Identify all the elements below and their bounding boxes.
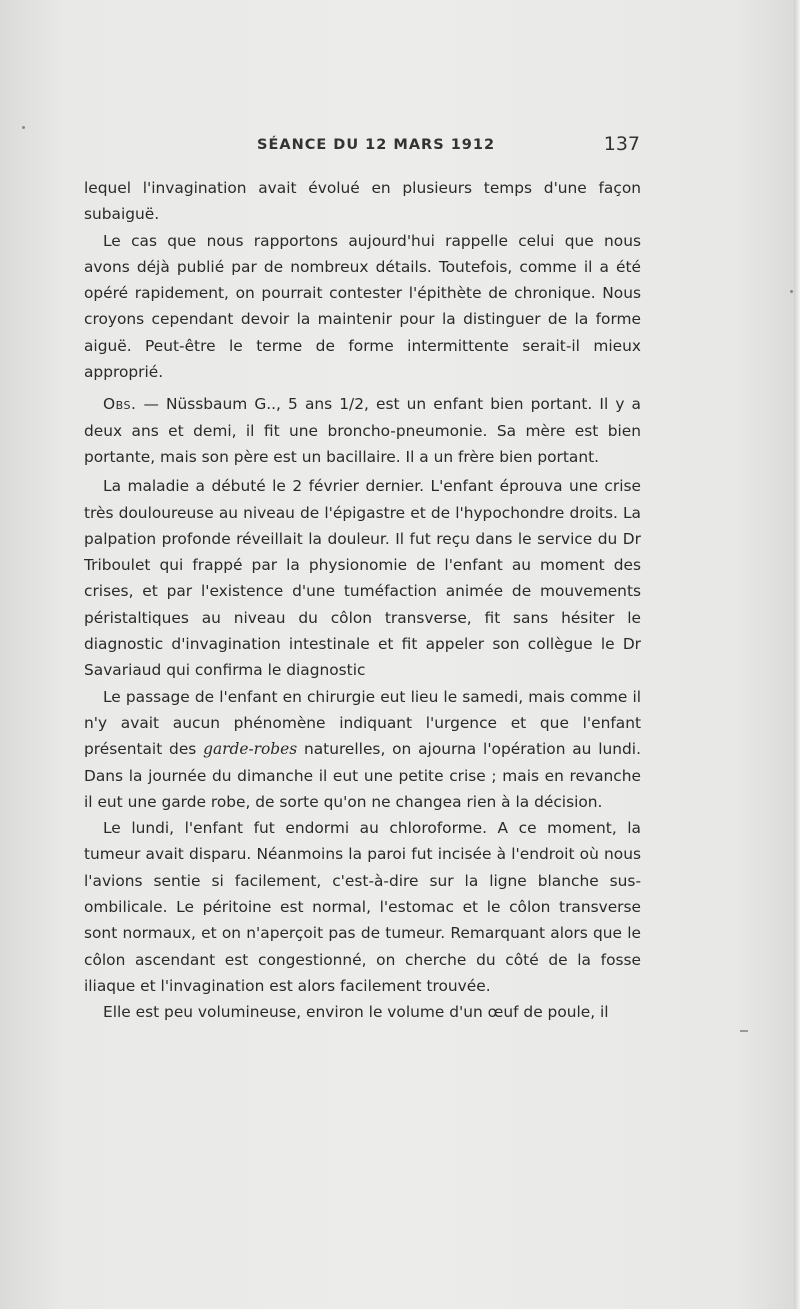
paragraph-onset: La maladie a débuté le 2 février dernier. L'enfant éprouva une crise très douloureuse au niveau de l'épigastre et de l'hypochondre droits. La palpation profonde réveillait la douleur. Il fut reçu dans le service du Dr Triboulet qui frappé par la physionomie de l'enfant au moment des crises, et par l'existence d'une tuméfaction animée de mouvements péristaltiques au niveau du côlon transverse, fit sans hésiter le diagnostic d'invagination intestinale et fit appeler son collègue le Dr Savariaud qui confirma le diagnostic xyxy=(84,477,641,680)
running-head: SÉANCE DU 12 MARS 1912 xyxy=(257,137,496,153)
paragraph-continuation: lequel l'invagination avait évolué en plusieurs temps d'une façon subaiguë. xyxy=(84,179,641,224)
italic-term: garde-robes xyxy=(203,740,298,759)
body-text xyxy=(84,175,641,1026)
obs-label: Obs. xyxy=(103,395,137,414)
scan-mark xyxy=(740,1030,748,1032)
paragraph-case-comparison: Le cas que nous rapportons aujourd'hui rappelle celui que nous avons déjà publié par de nombreux détails. Toutefois, comme il a été opéré rapidement, on pourrait contester l'épithète de chronique. Nous croyons cependant devoir la maintenir pour la distinguer de la forme aiguë. Peut-être le terme de forme intermittente serait-il mieux approprié. xyxy=(84,231,641,382)
page-number: 137 xyxy=(603,133,640,155)
paragraph-observation xyxy=(84,391,641,470)
scan-speck xyxy=(22,126,25,129)
page-header xyxy=(84,133,640,163)
scan-speck xyxy=(790,290,793,293)
paragraph-surgery-transfer: Le passage de l'enfant en chirurgie eut lieu le samedi, mais comme il n'y avait aucun phénomène indiquant l'urgence et que l'enfant présentait des garde-robes naturelles, on ajourna l'opération au lundi. Dans la journée du dimanche il eut une petite crise ; mais en revanche il eut une garde robe, de sorte qu'on ne changea rien à la décision. xyxy=(84,687,641,811)
paragraph-final: Elle est peu volumineuse, environ le volume d'un œuf de poule, il xyxy=(103,1003,609,1022)
paragraph-operation: Le lundi, l'enfant fut endormi au chloroforme. A ce moment, la tumeur avait disparu. Néanmoins la paroi fut incisée à l'endroit où nous l'avions sentie si facilement, c'est-à-dire sur la ligne blanche sus-ombilicale. Le péritoine est normal, l'estomac et le côlon transverse sont normaux, et on n'aperçoit pas de tumeur. Remarquant alors que le côlon ascendant est congestionné, on cherche du côté de la fosse iliaque et l'invagination est alors facilement trouvée. xyxy=(84,819,641,995)
observation-text: — Nüssbaum G.., 5 ans 1/2, est un enfant bien portant. Il y a deux ans et demi, il fit une broncho-pneumonie. Sa mère est bien portante, mais son père est un bacillaire. Il a un frère bien portant. xyxy=(84,395,641,466)
page-edge xyxy=(794,0,800,1309)
